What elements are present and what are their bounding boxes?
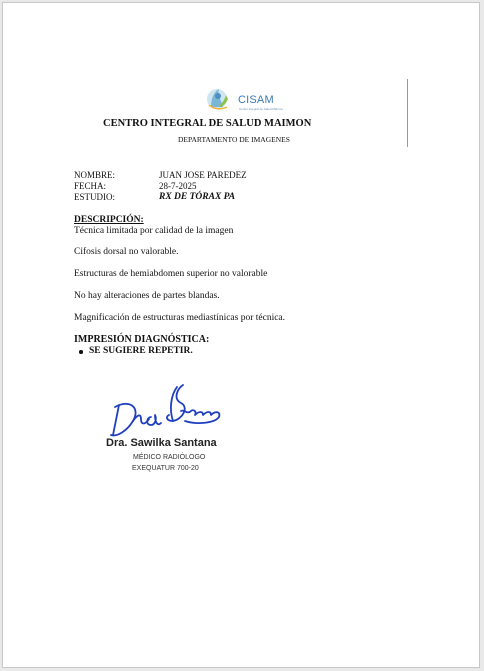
logo-text: CISAM [238, 94, 274, 106]
study-label: ESTUDIO: [74, 192, 115, 202]
date-row [74, 181, 247, 192]
impression-item [89, 346, 193, 356]
handwritten-signature [107, 381, 229, 445]
doctor-title: MÉDICO RADIÓLOGO [133, 454, 206, 461]
study-row [74, 192, 247, 203]
department-title: DEPARTAMENTO DE IMAGENES [178, 135, 290, 144]
description-line: Cifosis dorsal no valorable. [74, 247, 179, 257]
doctor-name: Dra. Sawilka Santana [106, 437, 217, 449]
name-value: JUAN JOSE PAREDEZ [159, 170, 247, 180]
description-line: Magnificación de estructuras mediastínicas por técnica. [74, 313, 286, 323]
date-label: FECHA: [74, 181, 107, 191]
description-line: Técnica limitada por calidad de la imagen [74, 226, 234, 236]
bullet-icon [79, 350, 83, 354]
date-value: 28-7-2025 [159, 181, 197, 191]
logo-subtext: Centro Integral de Salud Maimon [239, 107, 284, 111]
organization-title: CENTRO INTEGRAL DE SALUD MAIMON [103, 118, 312, 129]
document-page [2, 2, 480, 668]
impression-heading: IMPRESIÓN DIAGNÓSTICA: [74, 334, 210, 345]
margin-divider [407, 79, 408, 147]
doctor-exequatur: EXEQUATUR 700-20 [132, 465, 199, 472]
description-line: Estructuras de hemiabdomen superior no valorable [74, 269, 268, 279]
study-value: RX DE TÓRAX PA [159, 192, 236, 202]
description-heading: DESCRIPCIÓN: [74, 215, 144, 225]
patient-name-row [74, 170, 247, 181]
description-line: No hay alteraciones de partes blandas. [74, 291, 220, 301]
patient-info [74, 170, 247, 203]
impression-item-text: SE SUGIERE REPETIR. [89, 346, 193, 356]
name-label: NOMBRE: [74, 170, 116, 180]
